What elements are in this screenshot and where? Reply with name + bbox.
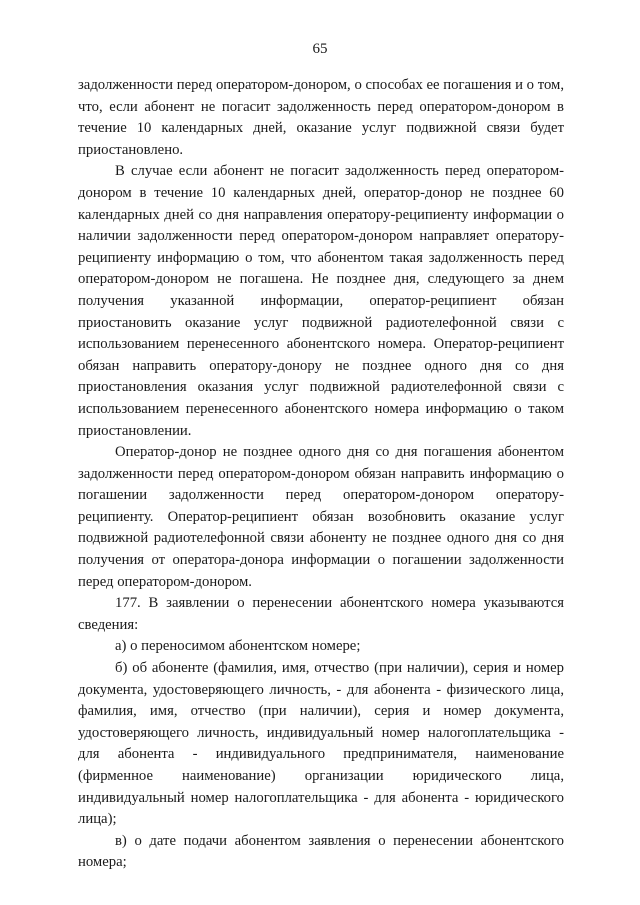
document-body xyxy=(78,75,564,874)
paragraph-unpaid-debt: В случае если абонент не погасит задолженность перед оператором-донором в течение 10 календарных дней, оператор-донор не позднее 60 календарных дней со дня направления оператору-реципиенту информации о наличии задолженности перед оператором-донором направляет оператору-реципиенту информацию о том, что абонентом такая задолженность перед оператором-донором не погашена. Не позднее дня, следующего за днем получения указанной информации, оператор-реципиент обязан приостановить оказание услуг подвижной радиотелефонной связи с использованием перенесенного абонентского номера. Оператор-реципиент обязан направить оператору-донору не позднее одного дня со дня приостановления оказания услуг подвижной радиотелефонной связи с использованием перенесенного абонентского номера информацию о таком приостановлении. xyxy=(78,163,564,439)
list-item-b: б) об абоненте (фамилия, имя, отчество (при наличии), серия и номер документа, удостоверяющего личность, - для абонента - физического лица, фамилия, имя, отчество (при наличии), серия и номер документа, удостоверяющего личность, индивидуальный номер налогоплательщика - для абонента - индивидуального предпринимателя, наименование (фирменное наименование) организации юридического лица, индивидуальный номер налогоплательщика - для абонента - юридического лица); xyxy=(78,660,564,828)
list-item-a: а) о переносимом абонентском номере; xyxy=(115,638,361,655)
page-number: 65 xyxy=(312,41,328,57)
paragraph-clause-177: 177. В заявлении о перенесении абонентского номера указываются сведения: xyxy=(78,595,564,633)
paragraph-continuation: задолженности перед оператором-донором, о способах ее погашения и о том, что, если абонент не погасит задолженность перед оператором-донором в течение 10 календарных дней, оказание услуг подвижной связи будет приостановлено. xyxy=(78,77,564,158)
paragraph-debt-repaid: Оператор-донор не позднее одного дня со дня погашения абонентом задолженности перед оператором-донором обязан направить информацию о погашении задолженности перед оператором-донором оператору-реципиенту. Оператор-реципиент обязан возобновить оказание услуг подвижной радиотелефонной связи абоненту не позднее одного дня со дня получения от оператора-донора информации о погашении задолженности перед оператором-донором. xyxy=(78,444,564,590)
list-item-v: в) о дате подачи абонентом заявления о перенесении абонентского номера; xyxy=(78,832,564,871)
